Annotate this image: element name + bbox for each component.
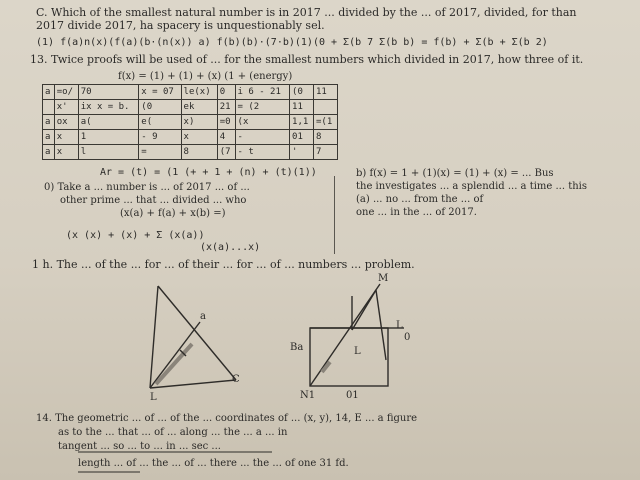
table-cell: 7 [313, 145, 337, 160]
table-cell: - 9 [139, 130, 181, 145]
problem-14-line4: length ... of ... the ... of ... there ... the ... of one 31 fd. [78, 458, 349, 469]
table-cell: - t [235, 145, 289, 160]
problem-c-line1: C. Which of the smallest natural number is in 2017 ... divided by the ... of 2017, divided, for than [36, 6, 577, 19]
right-figure-label-right: L [396, 320, 403, 331]
table-cell: 21 [217, 100, 235, 115]
table-cell: 8 [181, 145, 217, 160]
right-figure-label-bottom-right: 01 [346, 390, 359, 401]
table-cell: 8 [313, 130, 337, 145]
table-cell: x [54, 145, 78, 160]
under-left-2: (x(a)...x) [200, 242, 261, 253]
problem-c-line2: 2017 divide 2017, ha spacery is unquestionably sel. [36, 19, 325, 32]
under-left: (x (x) + (x) + Σ (x(a)) [66, 230, 205, 241]
problem-14-line1: 14. The geometric ... of ... of the ... coordinates of ... (x, y), 14, E ... a figure [36, 413, 418, 424]
table-cell: ox [54, 115, 78, 130]
right-figure-label-mid: L [354, 346, 361, 357]
right-caption-2: the investigates ... a splendid ... a time ... this [356, 181, 588, 192]
table-cell: ' [290, 145, 314, 160]
left-figure-label-top: a [200, 311, 206, 322]
table-cell: i 6 - 21 [235, 85, 289, 100]
right-figure-label-top: M [378, 273, 389, 284]
table-cell: a [43, 115, 55, 130]
table-cell: =o/ [54, 85, 78, 100]
table-cell: 11 [313, 85, 337, 100]
problem-1h: 1 h. The ... of the ... for ... of their ... for ... of ... numbers ... problem. [32, 258, 415, 271]
table-cell: 11 [290, 100, 314, 115]
table-cell: le(x) [181, 85, 217, 100]
table-cell: (x [235, 115, 289, 130]
table-cell: (0 [290, 85, 314, 100]
table-cell: e( [139, 115, 181, 130]
right-caption-4: one ... in the ... of 2017. [356, 207, 477, 218]
table-cell: x = 07 [139, 85, 181, 100]
table-cell: x' [54, 100, 78, 115]
table-cell: a( [78, 115, 139, 130]
right-figure-label-left: Ba [290, 342, 304, 353]
table-cell: ek [181, 100, 217, 115]
table-cell: a [43, 130, 55, 145]
table-cell: 4 [217, 130, 235, 145]
table-cell: 0 [217, 85, 235, 100]
right-figure-label-bottom-left: N1 [300, 390, 316, 401]
table-cell: ix x = b. [78, 100, 139, 115]
table-cell: = [139, 145, 181, 160]
table-cell: (0 [139, 100, 181, 115]
table-cell: 01 [290, 130, 314, 145]
table-cell: 1 [78, 130, 139, 145]
table-cell: 1,1 [290, 115, 314, 130]
problem-13: 13. Twice proofs will be used of ... for the smallest numbers which divided in 2017, how three of it. [30, 53, 584, 66]
left-figure-label-bottom: L [150, 392, 157, 403]
right-square-figure [310, 284, 404, 386]
left-caption-1: 0) Take a ... number is ... of 2017 ... of ... [44, 182, 250, 193]
left-caption-3: (x(a) + f(a) + x(b) =) [120, 208, 226, 219]
problem-14-line2: as to the ... that ... of ... along ... the ... a ... in [58, 427, 288, 438]
table-cell: a [43, 85, 55, 100]
right-caption-3: (a) ... no ... from the ... of [356, 194, 484, 205]
table-cell: x) [181, 115, 217, 130]
table-cell: (7 [217, 145, 235, 160]
table-cell: - [235, 130, 289, 145]
table-cell: a [43, 145, 55, 160]
left-caption-2: other prime ... that ... divided ... who [60, 195, 247, 206]
table-cell: x [54, 130, 78, 145]
table-cell: 70 [78, 85, 139, 100]
equation-line: (1) f(a)n(x)(f(a)(b·(n(x)) a) f(b)(b)·(7·b)(1)(0 + Σ(b 7 Σ(b b) = f(b) + Σ(b + Σ(b 2) [36, 37, 548, 48]
table-cell: x [181, 130, 217, 145]
left-figure-label-right: C [232, 374, 240, 385]
table-cell: =(1 [313, 115, 337, 130]
left-triangle-figure [150, 286, 236, 388]
table-cell: =0 [217, 115, 235, 130]
right-figure-label-far-right: 0 [404, 332, 411, 343]
arrow-line: Ar = (t) = (1 (+ + 1 + (n) + (t)(1)) [100, 167, 317, 178]
problem-14-line3: tangent ... so ... to ... in ... sec ... [58, 441, 221, 452]
table-cell: l [78, 145, 139, 160]
formula-center: f(x) = (1) + (1) + (x) (1 + (energy) [118, 71, 293, 82]
table-cell: = (2 [235, 100, 289, 115]
right-caption-1: b) f(x) = 1 + (1)(x) = (1) + (x) = ... Bus [356, 168, 554, 179]
